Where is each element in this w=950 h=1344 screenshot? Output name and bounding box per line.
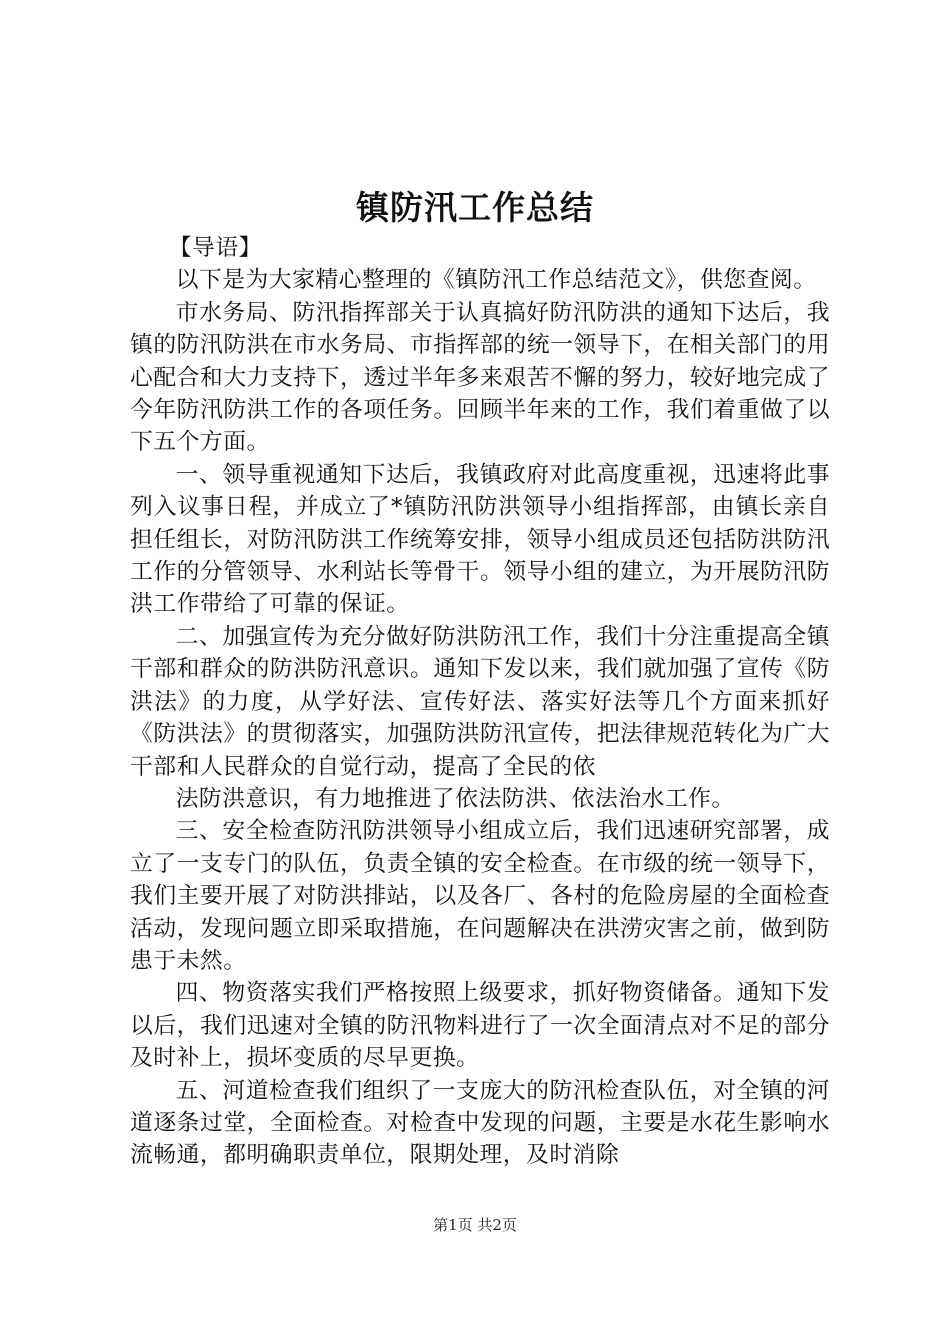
document-title: 镇防汛工作总结 bbox=[356, 188, 594, 227]
paragraph-section-2: 二、加强宣传为充分做好防洪防汛工作，我们十分注重提高全镇干部和群众的防洪防汛意识。通知下发以来，我们就加强了宣传《防洪法》的力度，从学好法、宣传好法、落实好法等几个方面来抓好《防洪法》的贯彻落实，加强防洪防汛宣传，把法律规范转化为广大干部和人民群众的自觉行动，提高了全民的依 bbox=[130, 623, 830, 780]
paragraph-section-1: 一、领导重视通知下达后，我镇政府对此高度重视，迅速将此事列入议事日程，并成立了*镇防汛防洪领导小组指挥部，由镇长亲自担任组长，对防汛防洪工作统筹安排，领导小组成员还包括防洪防汛工作的分管领导、水利站长等骨干。领导小组的建立，为开展防汛防洪工作带给了可靠的保证。 bbox=[130, 461, 830, 618]
paragraph-section-3: 三、安全检查防汛防洪领导小组成立后，我们迅速研究部署，成立了一支专门的队伍，负责全镇的安全检查。在市级的统一领导下，我们主要开展了对防洪排站，以及各厂、各村的危险房屋的全面检查活动，发现问题立即采取措施，在问题解决在洪涝灾害之前，做到防患于未然。 bbox=[130, 818, 830, 974]
paragraph-section-2-continued: 法防洪意识，有力地推进了依法防洪、依法治水工作。 bbox=[175, 785, 735, 812]
paragraph-intro-heading: 【导语】 bbox=[168, 235, 262, 261]
document-body bbox=[130, 232, 830, 1172]
paragraph-section-4: 四、物资落实我们严格按照上级要求，抓好物资储备。通知下发以后，我们迅速对全镇的防汛物料进行了一次全面清点对不足的部分及时补上，损坏变质的尽早更换。 bbox=[130, 980, 830, 1072]
paragraph-section-5: 五、河道检查我们组织了一支庞大的防汛检查队伍，对全镇的河道逐条过堂，全面检查。对检查中发现的问题，主要是水花生影响水流畅通，都明确职责单位，限期处理，及时消除 bbox=[130, 1077, 830, 1169]
paragraph-overview: 市水务局、防汛指挥部关于认真搞好防汛防洪的通知下达后，我镇的防汛防洪在市水务局、市指挥部的统一领导下，在相关部门的用心配合和大力支持下，透过半年多来艰苦不懈的努力，较好地完成了今年防汛防洪工作的各项任务。回顾半年来的工作，我们着重做了以下五个方面。 bbox=[130, 299, 830, 456]
paragraph-intro: 以下是为大家精心整理的《镇防汛工作总结范文》，供您查阅。 bbox=[175, 267, 817, 294]
page-footer: 第1页 共2页 bbox=[433, 1216, 517, 1234]
